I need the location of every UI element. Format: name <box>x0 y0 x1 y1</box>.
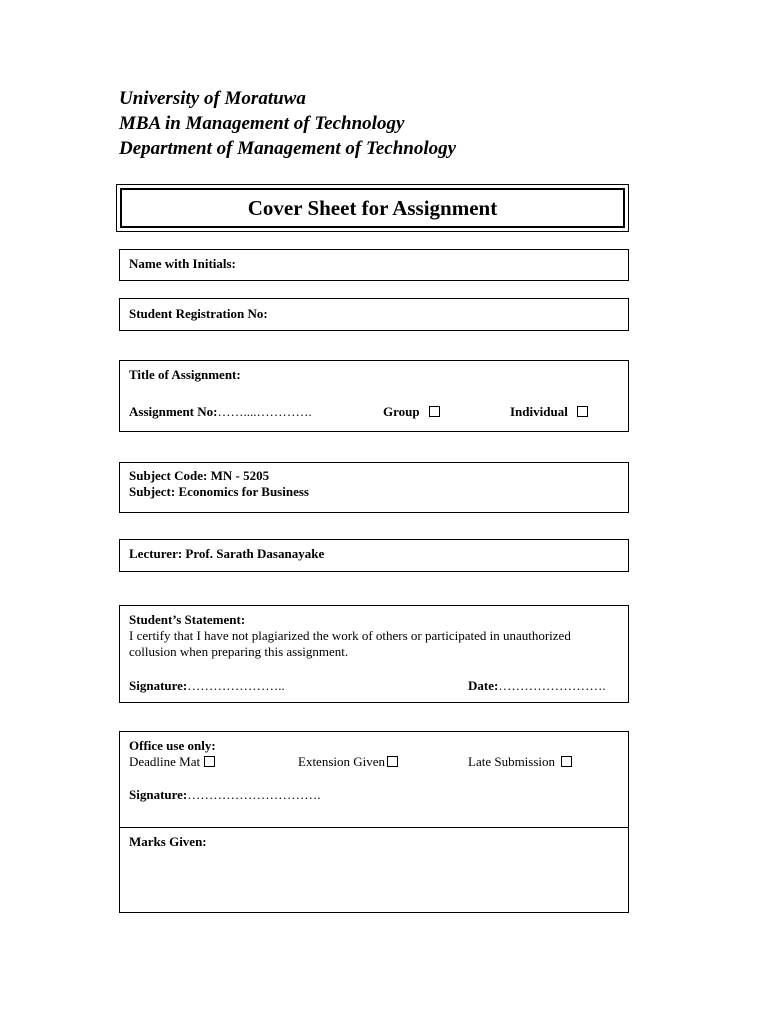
statement-signature-dots: ………………….. <box>187 678 285 693</box>
office-signature[interactable] <box>129 787 321 803</box>
statement-line-2: collusion when preparing this assignment. <box>129 644 349 659</box>
subject-box <box>119 462 629 513</box>
extension-label: Extension Given <box>298 754 386 769</box>
extension-option <box>298 754 398 770</box>
name-label: Name with Initials: <box>129 256 236 271</box>
deadline-checkbox[interactable] <box>204 756 215 767</box>
statement-box <box>119 605 629 703</box>
name-field-box[interactable] <box>119 249 629 281</box>
group-option <box>383 404 440 420</box>
office-divider <box>120 827 628 828</box>
assignment-no-dots[interactable]: ……....…………. <box>217 404 312 419</box>
statement-date-dots: ……………………. <box>498 678 606 693</box>
group-checkbox[interactable] <box>429 406 440 417</box>
late-label: Late Submission <box>468 754 556 769</box>
late-checkbox[interactable] <box>561 756 572 767</box>
registration-field-box[interactable] <box>119 298 629 331</box>
statement-signature-label: Signature: <box>129 678 188 693</box>
assignment-no-row <box>129 404 312 420</box>
individual-label: Individual <box>510 404 568 419</box>
statement-heading: Student’s Statement: <box>129 612 246 627</box>
document-header <box>119 86 456 161</box>
subject-name: Subject: Economics for Business <box>129 484 309 499</box>
office-box <box>119 731 629 913</box>
lecturer-box <box>119 539 629 572</box>
office-signature-label: Signature: <box>129 787 188 802</box>
deadline-label: Deadline Mat <box>129 754 201 769</box>
marks-label: Marks Given: <box>129 834 207 849</box>
university-name: University of Moratuwa <box>119 88 306 109</box>
individual-option <box>510 404 588 420</box>
extension-checkbox[interactable] <box>387 756 398 767</box>
program-name: MBA in Management of Technology <box>119 113 405 134</box>
registration-label: Student Registration No: <box>129 306 268 321</box>
department-name: Department of Management of Technology <box>119 138 457 159</box>
late-option <box>468 754 572 770</box>
office-heading: Office use only: <box>129 738 216 753</box>
office-signature-dots: …………………………. <box>187 787 321 802</box>
statement-signature[interactable] <box>129 678 285 694</box>
group-label: Group <box>383 404 420 419</box>
page-title: Cover Sheet for Assignment <box>120 188 625 228</box>
title-frame <box>116 184 629 232</box>
statement-line-1: I certify that I have not plagiarized the work of others or participated in unauthorized <box>129 628 571 643</box>
individual-checkbox[interactable] <box>577 406 588 417</box>
assignment-box <box>119 360 629 432</box>
subject-code: Subject Code: MN - 5205 <box>129 468 270 483</box>
lecturer-name: Lecturer: Prof. Sarath Dasanayake <box>129 546 325 561</box>
statement-date[interactable] <box>468 678 606 694</box>
deadline-option <box>129 754 215 770</box>
assignment-no-label: Assignment No: <box>129 404 218 419</box>
statement-date-label: Date: <box>468 678 499 693</box>
assignment-title-label: Title of Assignment: <box>129 367 241 382</box>
